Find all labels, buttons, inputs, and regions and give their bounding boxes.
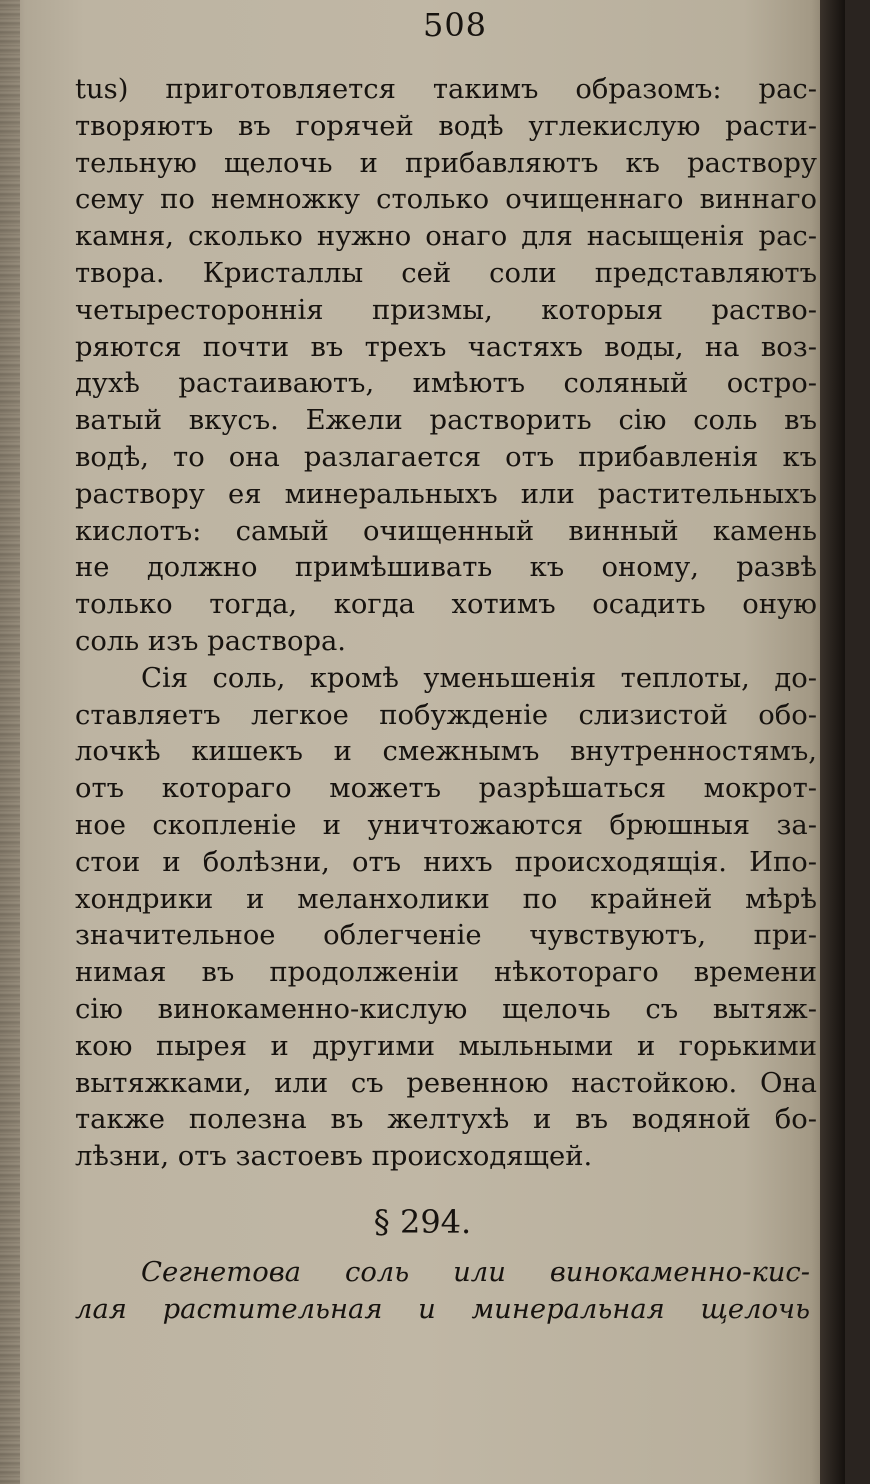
text-line: ватый вкусъ. Ежели растворить сію соль въ xyxy=(75,405,817,437)
text-line: четырестороннія призмы, которыя раство- xyxy=(75,294,817,326)
caption-line: Сегнетова соль или винокаменно-кис- xyxy=(141,1257,810,1288)
text-line: сію винокаменно-кислую щелочь съ вытяж- xyxy=(75,993,817,1025)
text-line: лѣзни, отъ застоевъ происходящей. xyxy=(75,1141,593,1173)
text-line: твора. Кристаллы сей соли представляютъ xyxy=(75,257,817,289)
text-line: духѣ растаиваютъ, имѣютъ соляный остро- xyxy=(75,368,817,400)
text-line: стои и болѣзни, отъ нихъ происходящія. Ипо- xyxy=(75,846,817,878)
text-line: камня, сколько нужно онаго для насыщенія рас- xyxy=(75,221,817,253)
section-caption xyxy=(75,1254,810,1328)
text-line: хондрики и меланхолики по крайней мѣрѣ xyxy=(75,883,817,915)
page-edge-shadow xyxy=(820,0,845,1484)
section-heading: § 294. xyxy=(373,1203,472,1241)
text-line: отъ котораго можетъ разрѣшаться мокрот- xyxy=(75,773,817,805)
text-line: ное скопленіе и уничтожаются брюшныя за- xyxy=(75,809,817,841)
text-line: также полезна въ желтухѣ и въ водяной бо- xyxy=(75,1104,817,1136)
text-line: нимая въ продолженіи нѣкотораго времени xyxy=(75,957,817,989)
text-line: творяютъ въ горячей водѣ углекислую расти- xyxy=(75,110,817,142)
text-line: Сія соль, кромѣ уменьшенія теплоты, до- xyxy=(141,662,817,694)
text-line: ряются почти въ трехъ частяхъ воды, на воз- xyxy=(75,331,817,363)
text-line: тельную щелочь и прибавляютъ къ раствору xyxy=(75,147,817,179)
text-line: кислотъ: самый очищенный винный камень xyxy=(75,515,817,547)
text-line: раствору ея минеральныхъ или растительныхъ xyxy=(75,478,817,510)
text-line: кою пырея и другими мыльными и горькими xyxy=(75,1030,817,1062)
text-line: только тогда, когда хотимъ осадить оную xyxy=(75,589,817,621)
text-line: сему по немножку столько очищеннаго виннаго xyxy=(75,184,817,216)
text-line: значительное облегченіе чувствуютъ, при- xyxy=(75,920,817,952)
text-line: водѣ, то она разлагается отъ прибавленія къ xyxy=(75,441,817,473)
text-line: соль изъ раствора. xyxy=(75,625,347,657)
body-text xyxy=(75,72,817,1176)
page-binding-shadow xyxy=(0,0,20,1484)
text-line: tus) приготовляется такимъ образомъ: рас- xyxy=(75,74,817,105)
text-line: ставляетъ легкое побужденіе слизистой обо- xyxy=(75,699,817,731)
text-line: лочкѣ кишекъ и смежнымъ внутренностямъ, xyxy=(75,736,817,768)
caption-line: лая растительная и минеральная щелочь xyxy=(75,1294,810,1325)
text-line: вытяжками, или съ ревенною настойкою. Она xyxy=(75,1067,817,1099)
page-number: 508 xyxy=(422,6,488,44)
text-line: не должно примѣшивать къ оному, развѣ xyxy=(75,552,817,584)
